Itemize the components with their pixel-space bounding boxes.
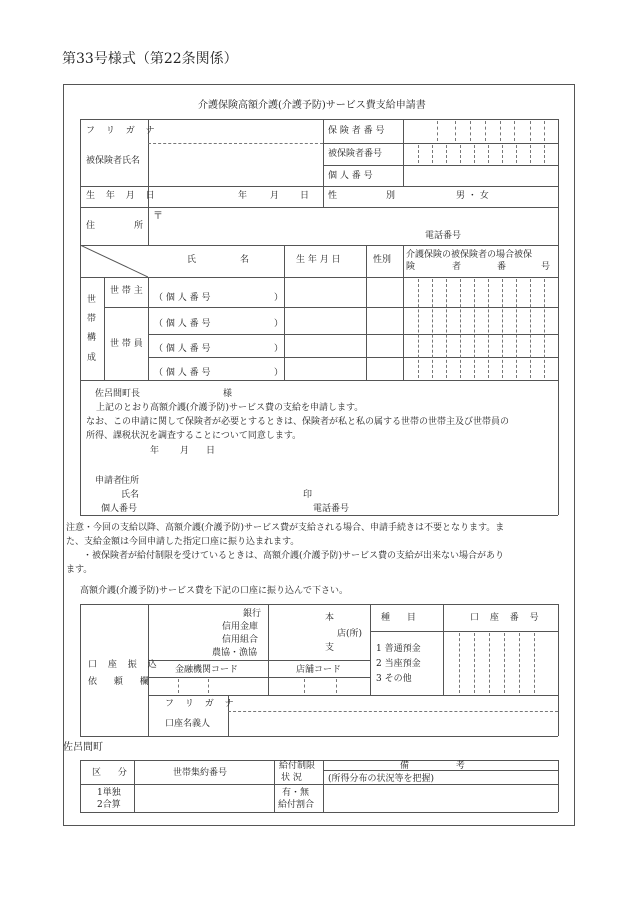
postal-mark: 〒 (153, 211, 163, 222)
applicant-address-label: 住所 (121, 476, 140, 486)
member1-name-input[interactable] (150, 309, 282, 332)
address-phone-label: 電話番号 (425, 231, 462, 241)
inst-code-label: 金融機関コード (175, 665, 239, 675)
applicant-address-input[interactable] (140, 474, 540, 486)
applicant-phone-label: 電話番号 (313, 504, 350, 514)
branch-shi: 支 (325, 643, 335, 653)
insurer-number-input[interactable] (405, 121, 556, 141)
account-type-futsu[interactable]: 1 普通預金 (376, 644, 421, 654)
household-member-label: 世 帯 員 (110, 339, 143, 349)
branch-code-label: 店舗コード (296, 665, 342, 675)
inst-bank: 銀行 (243, 609, 262, 619)
household-col-insured-no-2a: 険 (406, 262, 416, 272)
office-kubun-single: 1単独 (97, 788, 121, 798)
furigana-input[interactable] (150, 121, 321, 141)
member1-personal-no-open: （ 個 人 番 号 (154, 319, 211, 329)
declaration-line-3: 所得、課税状況を調査することについて同意します。 (86, 431, 302, 441)
note-line-4: ます。 (66, 565, 93, 575)
member2-personal-no-open: （ 個 人 番 号 (154, 344, 211, 354)
address-label-2: 所 (134, 221, 144, 231)
branch-code-input[interactable] (270, 679, 368, 693)
form-title: 介護保険高額介護(介護予防)サービス費支給申請書 (198, 100, 426, 111)
account-type-label: 種 目 (381, 613, 423, 623)
insured-number-label: 被保険者番号 (328, 149, 383, 159)
bank-intro: 高額介護(介護予防)サービス費を下記の口座に振り込んで下さい。 (80, 586, 349, 596)
sex-label-2: 別 (386, 191, 396, 201)
branch-name-input[interactable] (270, 606, 320, 658)
declaration-date-year: 年 (150, 446, 160, 456)
household-col-birth: 生 年 月 日 (296, 255, 341, 265)
inst-code-input[interactable] (150, 679, 266, 693)
address-label: 住 (86, 221, 96, 231)
account-type-toza[interactable]: 2 当座預金 (376, 659, 421, 669)
inst-shinkumi: 信用組合 (222, 635, 259, 645)
office-col-kubun: 区 分 (92, 768, 134, 778)
household-side-4: 成 (87, 353, 97, 363)
birth-date-label: 生 年 月 日 (86, 191, 159, 201)
sex-option-male-female[interactable]: 男 ・ 女 (456, 191, 489, 201)
furigana-label: フ リ ガ ナ (86, 126, 159, 136)
branch-hon: 本 (325, 613, 335, 623)
insured-number-input[interactable] (405, 145, 556, 163)
account-holder-label: 口座名義人 (165, 719, 211, 729)
seal-mark: 印 (303, 490, 313, 500)
office-town: 佐呂間町 (63, 742, 103, 753)
member1-personal-no-close: ） (274, 319, 284, 329)
office-remarks-note: (所得分布の状況等を把握) (328, 774, 435, 784)
document-heading: 第33号様式（第22条関係） (62, 51, 238, 67)
birth-day-unit: 日 (300, 191, 310, 201)
declaration-date-day: 日 (206, 446, 216, 456)
addressee-sama: 様 (223, 389, 233, 399)
household-col-name-2: 名 (240, 255, 250, 265)
household-col-name: 氏 (187, 255, 197, 265)
sex-label: 性 (328, 191, 338, 201)
insurer-number-label: 保 険 者 番 号 (328, 126, 385, 136)
personal-number-input[interactable] (405, 167, 556, 184)
branch-ten: 店(所) (337, 629, 363, 639)
head-name-input[interactable] (150, 279, 282, 305)
office-restrict-yes-no: 有・無 (282, 788, 310, 798)
account-number-input[interactable] (445, 633, 556, 693)
head-personal-no-close: ） (274, 293, 284, 303)
inst-shinkin: 信用金庫 (222, 622, 259, 632)
member3-personal-no-close: ） (274, 368, 284, 378)
applicant-personal-no-label: 個人番号 (101, 504, 138, 514)
office-kubun-combined: 2合算 (97, 800, 121, 810)
account-holder-input[interactable] (230, 713, 556, 734)
member3-personal-no-open: （ 個 人 番 号 (154, 368, 211, 378)
office-col-restrict-1: 給付制限 (279, 761, 316, 771)
household-col-insured-no-2d: 号 (541, 262, 551, 272)
office-col-restrict-2: 状 況 (281, 773, 302, 783)
household-col-sex: 性別 (373, 255, 392, 265)
address-input[interactable] (164, 210, 554, 228)
personal-number-label: 個 人 番 号 (328, 171, 373, 181)
institution-name-input[interactable] (150, 606, 210, 658)
office-col-remarks: 備 考 (400, 761, 487, 771)
applicant-name-label: 氏名 (121, 490, 140, 500)
note-line-2: た、支給金額は今回申請した指定口座に振り込まれます。 (66, 537, 300, 547)
insured-name-label: 被保険者氏名 (86, 156, 141, 166)
applicant-name-input[interactable] (140, 488, 300, 500)
birth-year-unit: 年 (238, 191, 248, 201)
account-type-other[interactable]: 3 その他 (376, 674, 412, 684)
household-col-insured-no: 介護保険の被保険者の場合被保 (406, 250, 533, 260)
bank-side-label-1: 口 座 振 込 (88, 660, 161, 670)
insured-name-input[interactable] (150, 146, 321, 184)
household-side-1: 世 (87, 295, 97, 305)
office-benefit-ratio: 給付割合 (278, 800, 315, 810)
diagonal-header-cell (80, 245, 148, 277)
office-col-group: 世帯集約番号 (173, 768, 228, 778)
household-side-2: 帯 (87, 314, 97, 324)
household-side-3: 構 (87, 333, 97, 343)
declaration-line-1: 上記のとおり高額介護(介護予防)サービス費の支給を申請します。 (96, 403, 364, 413)
inst-nokyo: 農協・漁協 (212, 648, 258, 658)
declaration-line-2: なお、この申請に関して保険者が必要とするときは、保険者が私と私の属する世帯の世帯主及び世帯員の (86, 417, 510, 427)
note-line-1: 注意・今回の支給以降、高額介護(介護予防)サービス費が支給される場合、申請手続きは不要となります。ま (66, 523, 505, 533)
household-col-insured-no-2c: 番 (497, 262, 507, 272)
addressee-label: 佐呂間町長 (95, 389, 141, 399)
declaration-date-month: 月 (180, 446, 190, 456)
note-line-3: ・被保険者が給付制限を受けているときは、高額介護(介護予防)サービス費の支給が出来ない場合があり (83, 551, 505, 561)
applicant-label: 申請者 (95, 476, 123, 486)
member2-name-input[interactable] (150, 336, 282, 355)
member2-personal-no-close: ） (274, 344, 284, 354)
household-col-insured-no-2b: 者 (452, 262, 462, 272)
head-personal-no-open: （ 個 人 番 号 (154, 293, 211, 303)
holder-furigana-input[interactable] (230, 697, 556, 709)
bank-furigana-label: フ リ ガ ナ (165, 699, 238, 709)
birth-date-input[interactable] (150, 188, 321, 205)
bank-side-label-2: 依 頼 欄 (88, 677, 156, 687)
household-head-label: 世 帯 主 (110, 286, 143, 296)
account-number-label: 口 座 番 号 (470, 613, 543, 623)
member3-name-input[interactable] (150, 359, 282, 378)
birth-month-unit: 月 (270, 191, 280, 201)
